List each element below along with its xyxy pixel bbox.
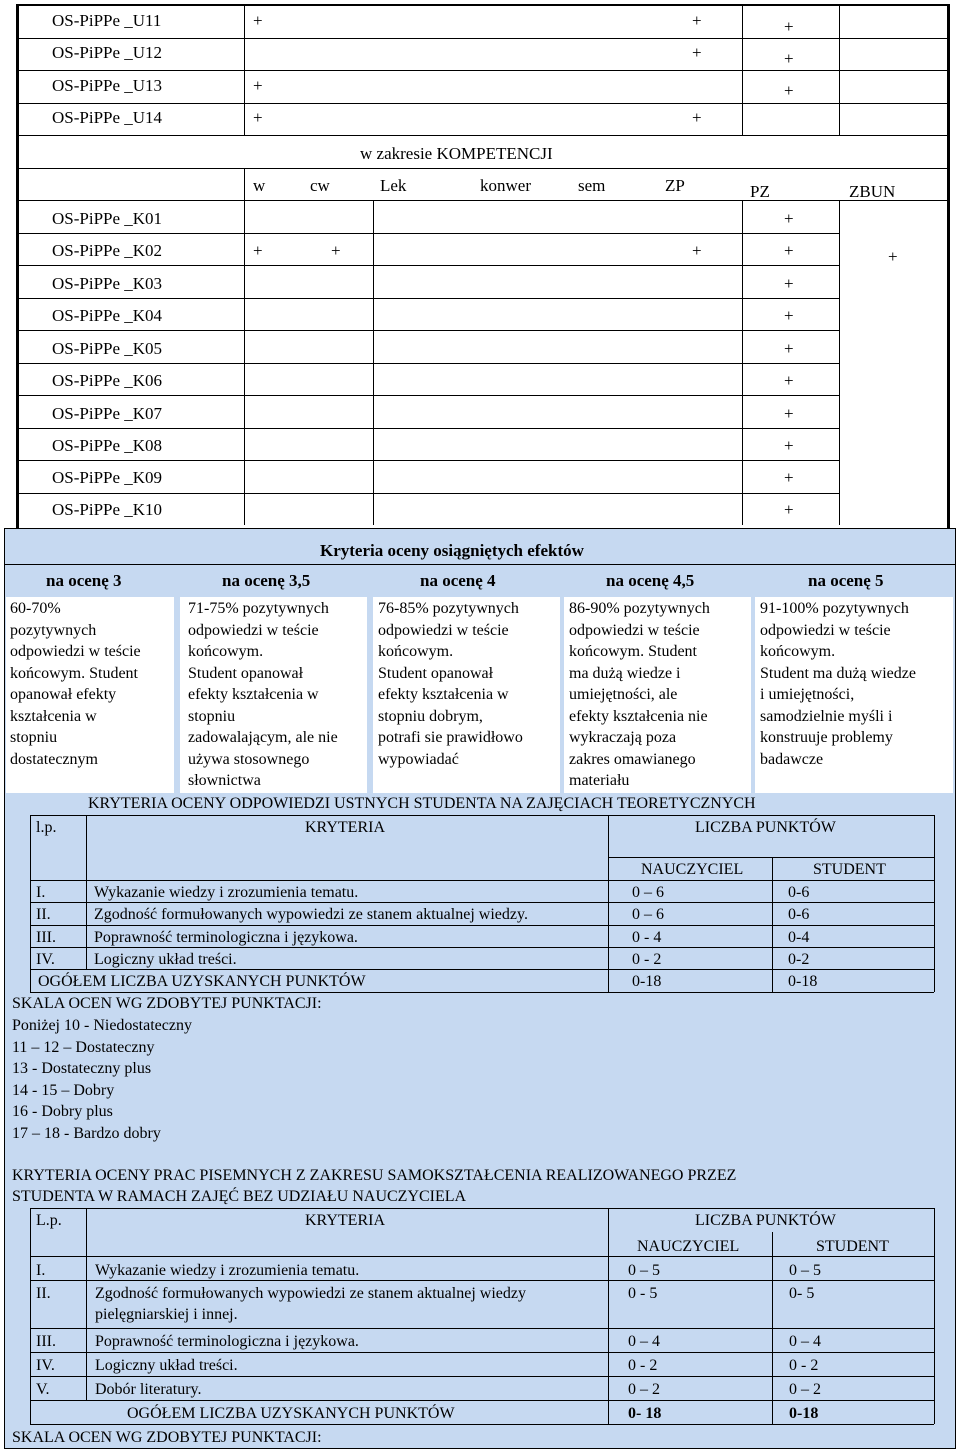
col-line	[30, 815, 31, 992]
row-teacher: 0 - 2	[628, 1357, 658, 1374]
row-teacher: 0 – 6	[632, 884, 664, 901]
row-line	[30, 947, 934, 948]
grade-4-description: 76-85% pozytywnych odpowiedzi w teście końcowym. Student opanował efekty kształcenia w stopniu dobrym, potrafi sie prawidłowo wypowiadać	[378, 600, 523, 768]
row-code: OS-PiPPe _U12	[52, 43, 163, 62]
section-title: w zakresie KOMPETENCJI	[360, 144, 553, 163]
plus-mark: +	[692, 108, 702, 127]
plus-mark: +	[253, 11, 263, 30]
written-title: KRYTERIA OCENY PRAC PISEMNYCH Z ZAKRESU SAMOKSZTAŁCENIA REALIZOWANEGO PRZEZ	[12, 1167, 737, 1184]
oral-title: KRYTERIA OCENY ODPOWIEDZI USTNYCH STUDENTA NA ZAJĘCIACH TEORETYCZNYCH	[88, 795, 756, 812]
row-text: Zgodność formułowanych wypowiedzi ze stanem aktualnej wiedzy	[95, 1285, 526, 1302]
grade-header: na ocenę 4,5	[606, 571, 695, 590]
row-line	[19, 428, 839, 429]
row-teacher: 0 - 5	[628, 1285, 658, 1302]
col-lp: L.p.	[36, 1212, 62, 1229]
plus-mark: +	[784, 209, 794, 228]
blue-border-left	[4, 528, 5, 1449]
row-code: OS-PiPPe _K06	[52, 371, 163, 390]
row-line	[30, 1376, 934, 1377]
total-label: OGÓŁEM LICZBA UZYSKANYCH PUNKTÓW	[38, 973, 366, 990]
plus-mark: +	[784, 49, 794, 68]
col-line	[742, 6, 743, 136]
criteria-title: Kryteria oceny osiągniętych efektów	[320, 541, 584, 560]
written-title-line2: STUDENTA W RAMACH ZAJĘĆ BEZ UDZIAŁU NAUCZYCIELA	[12, 1188, 467, 1205]
row-line	[30, 1400, 934, 1401]
scale-item: Poniżej 10 - Niedostateczny	[12, 1017, 192, 1034]
plus-mark: +	[784, 339, 794, 358]
table-border-left	[16, 4, 19, 528]
row-line	[30, 925, 934, 926]
row-student: 0-6	[788, 884, 810, 901]
column-header: sem	[578, 176, 606, 195]
row-line	[19, 103, 947, 104]
scale-item: 16 - Dobry plus	[12, 1103, 113, 1120]
col-line	[608, 815, 609, 992]
row-code: OS-PiPPe _K01	[52, 209, 163, 228]
row-lp: IV.	[36, 1357, 55, 1374]
row-line	[19, 298, 839, 299]
row-student: 0 – 5	[789, 1262, 821, 1279]
row-code: OS-PiPPe _K10	[52, 500, 163, 519]
row-student: 0 – 4	[789, 1333, 821, 1350]
row-code: OS-PiPPe _U13	[52, 76, 163, 95]
plus-mark: +	[784, 371, 794, 390]
total-student: 0-18	[788, 973, 818, 990]
grade-4-5-description: 86-90% pozytywnych odpowiedzi w teście końcowym. Student ma dużą wiedze i umiejętności, ale efekty kształcenia nie wykraczają poza zakres omawianego materiału	[569, 600, 710, 789]
row-teacher: 0 – 6	[632, 906, 664, 923]
row-student: 0 - 2	[789, 1357, 819, 1374]
blue-border-bottom	[4, 1448, 956, 1449]
plus-mark: +	[784, 306, 794, 325]
row-line	[30, 815, 934, 816]
row-line	[19, 493, 839, 494]
total-teacher: 0- 18	[628, 1405, 662, 1422]
row-line	[19, 200, 947, 201]
col-line	[86, 1208, 87, 1400]
grade-header: na ocenę 5	[808, 571, 884, 590]
row-code: OS-PiPPe _K02	[52, 241, 163, 260]
col-points: LICZBA PUNKTÓW	[695, 819, 836, 836]
row-student: 0-6	[788, 906, 810, 923]
row-line	[30, 1328, 934, 1329]
row-teacher: 0 – 2	[628, 1381, 660, 1398]
plus-mark: +	[253, 241, 263, 260]
row-text: Poprawność terminologiczna i językowa.	[95, 1333, 359, 1350]
col-teacher: NAUCZYCIEL	[637, 1238, 740, 1255]
row-line	[30, 1352, 934, 1353]
col-line	[30, 1208, 31, 1424]
scale-item: 17 – 18 - Bardzo dobry	[12, 1125, 161, 1142]
row-line	[19, 135, 947, 136]
row-lp: III.	[36, 1333, 56, 1350]
total-label: OGÓŁEM LICZBA UZYSKANYCH PUNKTÓW	[127, 1405, 455, 1422]
column-header: ZBUN	[849, 182, 896, 201]
column-header: w	[253, 176, 266, 195]
col-line	[772, 857, 773, 992]
row-code: OS-PiPPe _K08	[52, 436, 163, 455]
col-line	[934, 815, 935, 992]
col-line	[86, 815, 87, 969]
row-lp: II.	[36, 1285, 51, 1302]
total-teacher: 0-18	[632, 973, 662, 990]
row-code: OS-PiPPe _U11	[52, 11, 162, 30]
row-line	[30, 992, 934, 993]
plus-mark: +	[784, 81, 794, 100]
row-text: Wykazanie wiedzy i zrozumienia tematu.	[95, 1262, 360, 1279]
row-line	[4, 564, 956, 565]
col-line	[772, 1232, 773, 1424]
col-kryteria: KRYTERIA	[305, 1212, 385, 1229]
plus-mark: +	[784, 468, 794, 487]
scale-item: 14 - 15 – Dobry	[12, 1082, 115, 1099]
row-lp: V.	[36, 1381, 50, 1398]
column-header: PZ	[750, 182, 770, 201]
row-code: OS-PiPPe _K09	[52, 468, 163, 487]
column-header: ZP	[665, 176, 685, 195]
row-text: Logiczny układ treści.	[95, 1357, 238, 1374]
row-line	[30, 1208, 934, 1209]
col-line	[839, 6, 840, 136]
row-line	[30, 1280, 934, 1281]
col-points: LICZBA PUNKTÓW	[695, 1212, 836, 1229]
row-line	[19, 395, 839, 396]
col-line	[244, 168, 245, 525]
blue-border-top	[4, 528, 956, 529]
row-lp: IV.	[36, 951, 55, 968]
column-header: konwer	[480, 176, 531, 195]
blue-border-right	[955, 528, 956, 1449]
grade-header: na ocenę 4	[420, 571, 496, 590]
plus-mark: +	[888, 247, 898, 266]
col-student: STUDENT	[816, 1238, 889, 1255]
plus-mark: +	[253, 76, 263, 95]
col-line	[934, 1208, 935, 1424]
row-lp: II.	[36, 906, 51, 923]
row-lp: III.	[36, 929, 56, 946]
row-line	[19, 363, 839, 364]
row-teacher: 0 - 2	[632, 951, 662, 968]
plus-mark: +	[253, 108, 263, 127]
grade-3-5-description: 71-75% pozytywnych odpowiedzi w teście końcowym. Student opanował efekty kształcenia w stopniu zadowalającym, ale nie używa stosownego słownictwa	[188, 600, 338, 789]
plus-mark: +	[784, 241, 794, 260]
col-kryteria: KRYTERIA	[305, 819, 385, 836]
row-text: Logiczny układ treści.	[94, 951, 237, 968]
plus-mark: +	[692, 43, 702, 62]
row-line	[30, 1256, 934, 1257]
row-line	[19, 168, 947, 169]
grade-header: na ocenę 3,5	[222, 571, 311, 590]
col-teacher: NAUCZYCIEL	[641, 861, 744, 878]
table-border-right	[947, 4, 950, 528]
plus-mark: +	[692, 241, 702, 260]
row-text: Dobór literatury.	[95, 1381, 202, 1398]
row-teacher: 0 - 4	[632, 929, 662, 946]
row-student: 0-2	[788, 951, 810, 968]
row-line	[19, 70, 947, 71]
plus-mark: +	[692, 11, 702, 30]
grade-header: na ocenę 3	[46, 571, 122, 590]
row-text: Poprawność terminologiczna i językowa.	[94, 929, 358, 946]
scale-title: SKALA OCEN WG ZDOBYTEJ PUNKTACJI:	[12, 995, 322, 1012]
row-student: 0- 5	[789, 1285, 815, 1302]
col-line	[839, 200, 840, 525]
row-line	[19, 265, 839, 266]
row-code: OS-PiPPe _K04	[52, 306, 163, 325]
scale-item: 11 – 12 – Dostateczny	[12, 1039, 155, 1056]
row-line	[30, 1424, 934, 1425]
row-line	[30, 969, 934, 970]
row-code: OS-PiPPe _K03	[52, 274, 163, 293]
plus-mark: +	[784, 436, 794, 455]
row-teacher: 0 – 4	[628, 1333, 660, 1350]
col-lp: l.p.	[36, 819, 57, 836]
row-text: Wykazanie wiedzy i zrozumienia tematu.	[94, 884, 359, 901]
row-code: OS-PiPPe _K07	[52, 404, 163, 423]
row-student: 0 – 2	[789, 1381, 821, 1398]
total-student: 0-18	[789, 1405, 819, 1422]
plus-mark: +	[784, 404, 794, 423]
row-line	[19, 330, 839, 331]
plus-mark: +	[784, 17, 794, 36]
table-border-top	[16, 4, 950, 6]
plus-mark: +	[784, 274, 794, 293]
row-code: OS-PiPPe _U14	[52, 108, 163, 127]
row-line	[19, 38, 947, 39]
row-line	[19, 460, 839, 461]
row-line	[30, 902, 934, 903]
col-line	[608, 1208, 609, 1424]
col-line	[244, 6, 245, 136]
grade-3-description: 60-70% pozytywnych odpowiedzi w teście końcowym. Student opanował efekty kształcenia w stopniu dostatecznym	[10, 600, 141, 768]
row-line	[608, 857, 934, 858]
col-student: STUDENT	[813, 861, 886, 878]
column-header: cw	[310, 176, 330, 195]
row-text: Zgodność formułowanych wypowiedzi ze stanem aktualnej wiedzy.	[94, 906, 528, 923]
row-teacher: 0 – 5	[628, 1262, 660, 1279]
row-line	[30, 880, 934, 881]
scale-item: 13 - Dostateczny plus	[12, 1060, 152, 1077]
plus-mark: +	[784, 500, 794, 519]
row-student: 0-4	[788, 929, 810, 946]
plus-mark: +	[331, 241, 341, 260]
row-lp: I.	[36, 884, 46, 901]
row-line	[19, 233, 839, 234]
row-lp: I.	[36, 1262, 46, 1279]
row-code: OS-PiPPe _K05	[52, 339, 163, 358]
row-text-continued: pielęgniarskiej i innej.	[95, 1306, 238, 1323]
grade-5-description: 91-100% pozytywnych odpowiedzi w teście końcowym. Student ma dużą wiedze i umiejętności, samodzielnie myśli i konstruuje problemy badawcze	[760, 600, 916, 768]
scale-title: SKALA OCEN WG ZDOBYTEJ PUNKTACJI:	[12, 1429, 322, 1446]
column-header: Lek	[380, 176, 407, 195]
